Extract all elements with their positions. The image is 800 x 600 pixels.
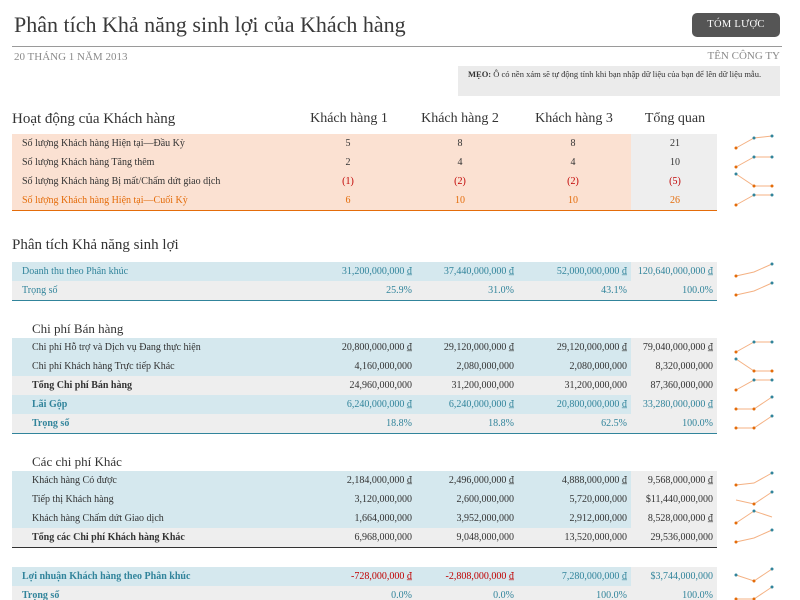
row-label: Tổng các Chi phí Khách hàng Khác <box>32 532 185 543</box>
cell: 18.8% <box>386 418 412 429</box>
row-label: Khách hàng Chấm dứt Giao dịch <box>32 513 164 524</box>
row-label: Tiếp thị Khách hàng <box>32 494 114 505</box>
tip-text: Ô có nền xám sẽ tự động tính khi bạn nhập dữ liệu của bạn để lên dữ liệu mẫu. <box>493 69 762 79</box>
sparkline <box>734 152 778 170</box>
cell: -728,000,000 ₫ <box>351 571 412 582</box>
table-row <box>12 191 717 211</box>
cell[interactable]: 29,120,000,000 ₫ <box>443 342 514 353</box>
column-header-overview: Tổng quan <box>644 111 706 126</box>
cell: 10 <box>568 195 578 206</box>
table-row <box>12 172 717 191</box>
sparkline <box>734 413 778 431</box>
cell[interactable]: 2,912,000,000 <box>569 513 627 524</box>
table-row <box>12 357 717 376</box>
table-row <box>12 586 717 600</box>
sparkline <box>734 489 778 507</box>
total-cell: $3,744,000,000 <box>650 571 713 582</box>
sales-cost-title: Chi phí Bán hàng <box>32 321 124 336</box>
total-cell: 21 <box>670 138 680 149</box>
total-cell: 100.0% <box>682 418 713 429</box>
row-label: Chi phí Hỗ trợ và Dịch vụ Đang thực hiện <box>32 342 201 353</box>
total-cell: 33,280,000,000 ₫ <box>642 399 713 410</box>
cell[interactable]: 52,000,000,000 ₫ <box>556 266 627 277</box>
cell[interactable]: 4,160,000,000 <box>354 361 412 372</box>
cell[interactable]: 4 <box>457 157 463 168</box>
cell: 13,520,000,000 <box>564 532 627 543</box>
total-cell: $11,440,000,000 <box>645 494 713 505</box>
other-cost-title: Các chi phí Khác <box>32 454 122 469</box>
cell: 6,968,000,000 <box>354 532 412 543</box>
table-row <box>12 414 717 434</box>
total-cell: 9,568,000,000 ₫ <box>647 475 713 486</box>
sparkline <box>734 337 778 355</box>
total-cell: (5) <box>669 176 681 187</box>
row-label: Lãi Gộp <box>32 399 68 410</box>
sparkline <box>734 190 778 208</box>
cell[interactable]: (1) <box>342 176 354 187</box>
company-name[interactable]: TÊN CÔNG TY <box>707 50 780 62</box>
report-date: 20 THÁNG 1 NĂM 2013 <box>14 51 128 63</box>
row-label: Số lượng Khách hàng Hiện tại—Cuối Kỳ <box>22 195 188 206</box>
sparkline <box>734 508 778 526</box>
cell: 31.0% <box>488 285 514 296</box>
cell: 0.0% <box>493 590 514 600</box>
total-cell: 8,528,000,000 ₫ <box>647 513 713 524</box>
table-row <box>12 528 717 548</box>
cell[interactable]: (2) <box>567 176 579 187</box>
tip-box <box>458 66 780 96</box>
cell[interactable]: 4 <box>570 157 576 168</box>
sparkline <box>734 280 778 298</box>
total-cell: 120,640,000,000 ₫ <box>637 266 713 277</box>
total-cell: 8,320,000,000 <box>655 361 713 372</box>
row-label: Trọng số <box>22 590 60 600</box>
row-label: Lợi nhuận Khách hàng theo Phân khúc <box>22 571 191 582</box>
cell[interactable]: 8 <box>457 138 463 149</box>
table-row <box>12 338 717 357</box>
column-header-customer-3: Khách hàng 3 <box>535 111 613 126</box>
row-label: Trọng số <box>32 418 70 429</box>
table-row <box>12 395 717 414</box>
sparkline <box>734 171 778 189</box>
total-cell: 10 <box>670 157 680 168</box>
cell: 9,048,000,000 <box>456 532 514 543</box>
total-cell: 79,040,000,000 ₫ <box>642 342 713 353</box>
table-row <box>12 490 717 509</box>
cell: 20,800,000,000 ₫ <box>556 399 627 410</box>
cell: 6,240,000,000 ₫ <box>346 399 412 410</box>
cell[interactable]: 37,440,000,000 ₫ <box>443 266 514 277</box>
cell: 6,240,000,000 ₫ <box>448 399 514 410</box>
cell[interactable]: 4,888,000,000 ₫ <box>561 475 627 486</box>
sparkline <box>734 584 778 600</box>
table-row <box>12 509 717 528</box>
total-cell: 100.0% <box>682 285 713 296</box>
cell[interactable]: 3,952,000,000 <box>456 513 514 524</box>
cell[interactable]: 2 <box>345 157 351 168</box>
cell: -2,808,000,000 ₫ <box>445 571 514 582</box>
cell: 24,960,000,000 <box>349 380 412 391</box>
cell: 43.1% <box>601 285 627 296</box>
cell[interactable]: 2,080,000,000 <box>456 361 514 372</box>
row-label: Doanh thu theo Phân khúc <box>22 266 129 277</box>
header-divider <box>12 46 782 47</box>
cell: 62.5% <box>601 418 627 429</box>
cell: 7,280,000,000 ₫ <box>561 571 627 582</box>
cell[interactable]: 2,080,000,000 <box>569 361 627 372</box>
cell: 18.8% <box>488 418 514 429</box>
cell[interactable]: (2) <box>454 176 466 187</box>
profit-section-title: Phân tích Khả năng sinh lợi <box>12 237 179 253</box>
sparkline <box>734 566 778 584</box>
cell: 0.0% <box>391 590 412 600</box>
table-row <box>12 471 717 490</box>
tip-label: MẸO: <box>468 69 492 79</box>
total-cell: 87,360,000,000 <box>650 380 713 391</box>
cell[interactable]: 31,200,000,000 ₫ <box>341 266 412 277</box>
table-row <box>12 567 717 586</box>
sparkline <box>734 394 778 412</box>
row-label: Số lượng Khách hàng Tăng thêm <box>22 157 155 168</box>
cell[interactable]: 3,120,000,000 <box>354 494 412 505</box>
total-cell: 26 <box>670 195 680 206</box>
column-header-customer-1: Khách hàng 1 <box>310 111 388 126</box>
sparkline <box>734 261 778 279</box>
row-label: Khách hàng Có được <box>32 475 117 486</box>
sparkline <box>734 470 778 488</box>
sparkline <box>734 375 778 393</box>
cell[interactable]: 2,184,000,000 ₫ <box>346 475 412 486</box>
activity-title: Hoạt động của Khách hàng <box>12 111 176 127</box>
cell[interactable]: 5 <box>345 138 351 149</box>
cell: 6 <box>345 195 351 206</box>
table-row <box>12 262 717 281</box>
cell[interactable]: 8 <box>570 138 576 149</box>
cell[interactable]: 2,600,000,000 <box>456 494 514 505</box>
sparkline <box>734 527 778 545</box>
page-title: Phân tích Khả năng sinh lợi của Khách hàng <box>14 12 406 37</box>
cell[interactable]: 20,800,000,000 ₫ <box>341 342 412 353</box>
row-label: Trọng số <box>22 285 58 296</box>
cell: 10 <box>455 195 465 206</box>
row-label: Số lượng Khách hàng Bị mất/Chấm dứt giao dịch <box>22 176 221 187</box>
row-label: Tổng Chi phí Bán hàng <box>32 380 133 391</box>
cell: 31,200,000,000 <box>451 380 514 391</box>
table-row <box>12 153 717 172</box>
row-label: Chi phí Khách hàng Trực tiếp Khác <box>32 361 175 372</box>
row-label: Số lượng Khách hàng Hiện tại—Đầu Kỳ <box>22 138 185 149</box>
cell[interactable]: 29,120,000,000 ₫ <box>556 342 627 353</box>
table-row <box>12 134 717 153</box>
summary-button[interactable]: TÓM LƯỢC <box>692 13 780 37</box>
total-cell: 29,536,000,000 <box>650 532 713 543</box>
cell: 100.0% <box>596 590 627 600</box>
cell[interactable]: 1,664,000,000 <box>354 513 412 524</box>
table-row <box>12 281 717 301</box>
total-cell: 100.0% <box>682 590 713 600</box>
sparkline <box>734 356 778 374</box>
column-header-customer-2: Khách hàng 2 <box>421 111 499 126</box>
cell: 25.9% <box>386 285 412 296</box>
cell[interactable]: 2,496,000,000 ₫ <box>448 475 514 486</box>
table-row <box>12 376 717 395</box>
sparkline <box>734 133 778 151</box>
cell[interactable]: 5,720,000,000 <box>569 494 627 505</box>
cell: 31,200,000,000 <box>564 380 627 391</box>
